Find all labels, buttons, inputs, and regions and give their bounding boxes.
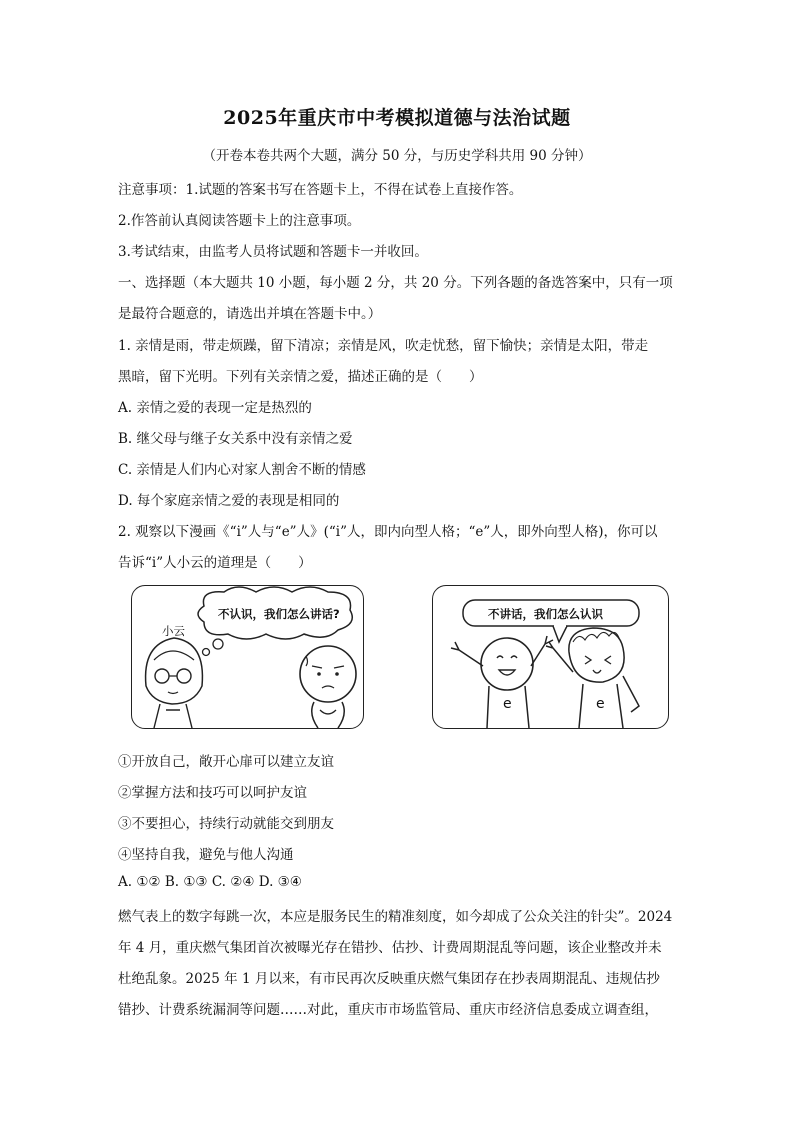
q1-stem-line2: 黑暗，留下光明。下列有关亲情之爱，描述正确的是（ ） — [118, 369, 483, 385]
q2-statement-4: ④坚持自我，避免与他人沟通 — [118, 847, 294, 863]
passage-line-2: 年 4 月，重庆燃气集团首次被曝光存在错抄、估抄、计费周期混乱等问题，该企业整改并未 — [118, 940, 662, 956]
note-2: 2.作答前认真阅读答题卡上的注意事项。 — [118, 213, 361, 229]
passage-line-3: 杜绝乱象。2025 年 1 月以来，有市民再次反映重庆燃气集团存在抄表周期混乱、违规估抄 — [118, 971, 660, 987]
section-heading-line1: 一、选择题（本大题共 10 小题，每小题 2 分，共 20 分。下列各题的备选答案中，只有一项 — [118, 275, 673, 291]
cartoon-right-letter-e-1: e — [503, 696, 512, 712]
cartoon-right-bubble-text: 不讲话，我们怎么认识 — [488, 607, 603, 621]
q1-option-c: C. 亲情是人们内心对家人割舍不断的情感 — [118, 462, 366, 478]
q2-statement-3: ③不要担心，持续行动就能交到朋友 — [118, 816, 334, 832]
cartoon-left-bubble-text: 不认识，我们怎么讲话? — [218, 607, 340, 621]
section-heading-line2: 是最符合题意的，请选出并填在答题卡中。） — [118, 306, 382, 322]
q2-statement-1: ①开放自己，敞开心扉可以建立友谊 — [118, 754, 334, 770]
cartoon-left-name-label: 小云 — [162, 624, 185, 638]
cartoon-right-letter-e-2: e — [596, 696, 605, 712]
q1-option-d: D. 每个家庭亲情之爱的表现是相同的 — [118, 493, 340, 509]
cartoon-left-panel — [131, 585, 364, 729]
q2-stem-line2: 告诉“i”人小云的道理是（ ） — [118, 555, 312, 571]
q1-stem-line1: 1. 亲情是雨，带走烦躁，留下清凉；亲情是风，吹走忧愁，留下愉快；亲情是太阳，带走 — [118, 338, 649, 354]
q2-stem-line1: 2. 观察以下漫画《“i”人与“e”人》(“i”人，即内向型人格；“e”人，即外向型人格)，你可以 — [118, 524, 658, 540]
passage-line-1: 燃气表上的数字每跳一次，本应是服务民生的精准刻度，如今却成了公众关注的针尖”。2024 — [118, 909, 673, 925]
cartoon-right-panel — [432, 585, 669, 729]
q2-statement-2: ②掌握方法和技巧可以呵护友谊 — [118, 785, 307, 801]
page-title: 2025年重庆市中考模拟道德与法治试题 — [223, 107, 571, 129]
q2-options: A. ①② B. ①③ C. ②④ D. ③④ — [118, 874, 302, 890]
page-subtitle: （开卷本卷共两个大题，满分 50 分，与历史学科共用 90 分钟） — [202, 148, 592, 164]
note-1: 注意事项：1.试题的答案书写在答题卡上，不得在试卷上直接作答。 — [118, 182, 523, 198]
note-3: 3.考试结束，由监考人员将试题和答题卡一并收回。 — [118, 244, 428, 260]
q1-option-b: B. 继父母与继子女关系中没有亲情之爱 — [118, 431, 353, 447]
passage-line-4: 错抄、计费系统漏洞等问题……对此，重庆市市场监管局、重庆市经济信息委成立调查组， — [118, 1002, 658, 1018]
q1-option-a: A. 亲情之爱的表现一定是热烈的 — [118, 400, 312, 416]
